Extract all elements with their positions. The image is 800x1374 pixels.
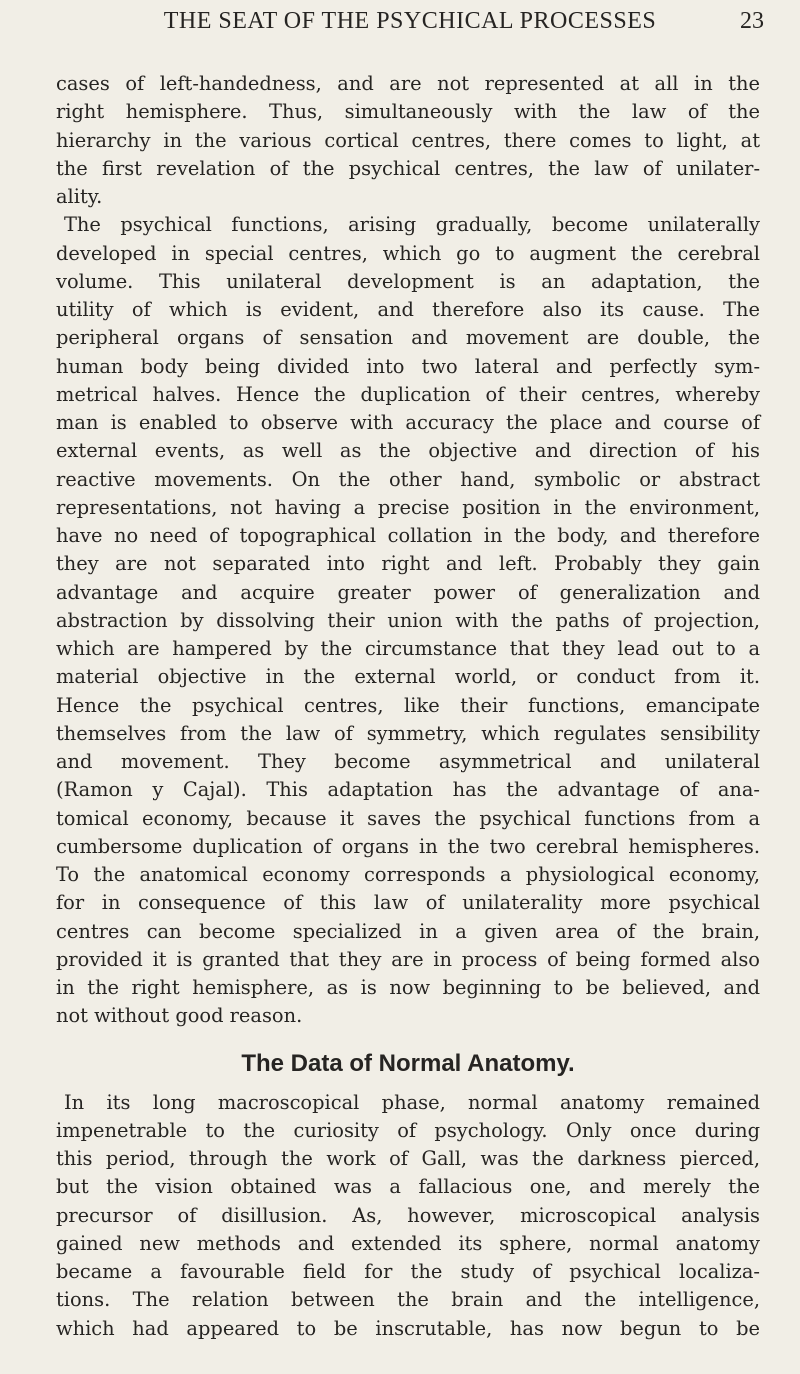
text-line: they are not separated into right and left. Probably they gain bbox=[56, 552, 760, 576]
text-line: right hemisphere. Thus, simultaneously with the law of the bbox=[56, 100, 760, 124]
text-line: which are hampered by the circumstance that they lead out to a bbox=[56, 637, 760, 660]
text-line: and movement. They become asymmetrical and unilateral bbox=[56, 750, 760, 773]
text-line: for in consequence of this law of unilaterality more psychical bbox=[56, 891, 760, 915]
text-line: themselves from the law of symmetry, which regulates sensibility bbox=[56, 721, 760, 745]
text-line: developed in special centres, which go to augment the cerebral bbox=[56, 241, 760, 265]
page-number: 23 bbox=[740, 8, 764, 34]
text-line: which had appeared to be inscrutable, has now begun to be bbox=[56, 1316, 760, 1340]
paragraph-1 bbox=[56, 70, 760, 211]
text-line: hierarchy in the various cortical centres, there comes to light, at bbox=[56, 128, 760, 152]
text-line: gained new methods and extended its sphere, normal anatomy bbox=[56, 1231, 760, 1255]
text-line: reactive movements. On the other hand, symbolic or abstract bbox=[56, 467, 760, 491]
section-heading: The Data of Normal Anatomy. bbox=[241, 1049, 575, 1077]
text-line: precursor of disillusion. As, however, microscopical analysis bbox=[56, 1203, 760, 1227]
body-text bbox=[56, 70, 760, 1343]
text-line: In its long macroscopical phase, normal anatomy remained bbox=[64, 1090, 760, 1114]
text-line: the first revelation of the psychical centres, the law of unilater- bbox=[56, 156, 760, 180]
text-line: tions. The relation between the brain and the intelligence, bbox=[56, 1288, 760, 1312]
text-line: this period, through the work of Gall, was the darkness pierced, bbox=[56, 1147, 760, 1170]
text-line: metrical halves. Hence the duplication of their centres, whereby bbox=[56, 382, 760, 406]
text-line: The psychical functions, arising gradually, become unilaterally bbox=[64, 213, 760, 237]
text-line: Hence the psychical centres, like their functions, emancipate bbox=[56, 693, 760, 717]
text-line: have no need of topographical collation in the body, and therefore bbox=[56, 524, 760, 547]
text-line: abstraction by dissolving their union with the paths of projection, bbox=[56, 608, 760, 632]
text-line: representations, not having a precise position in the environment, bbox=[56, 495, 760, 519]
text-line: provided it is granted that they are in process of being formed also bbox=[56, 947, 760, 971]
text-line: (Ramon y Cajal). This adaptation has the advantage of ana- bbox=[56, 778, 760, 802]
text-line: To the anatomical economy corresponds a physiological economy, bbox=[56, 863, 760, 886]
text-line: not without good reason. bbox=[56, 1004, 303, 1028]
paragraph-2 bbox=[56, 211, 760, 1030]
text-line: ality. bbox=[56, 185, 103, 208]
text-line: cumbersome duplication of organs in the two cerebral hemispheres. bbox=[56, 834, 760, 858]
text-line: material objective in the external world, or conduct from it. bbox=[56, 665, 760, 689]
text-line: but the vision obtained was a fallacious one, and merely the bbox=[56, 1175, 760, 1199]
text-line: cases of left-handedness, and are not represented at all in the bbox=[56, 72, 760, 95]
text-line: centres can become specialized in a given area of the brain, bbox=[56, 919, 760, 943]
text-line: in the right hemisphere, as is now beginning to be believed, and bbox=[56, 976, 760, 999]
text-line: peripheral organs of sensation and movement are double, the bbox=[56, 326, 760, 350]
text-line: external events, as well as the objective and direction of his bbox=[56, 439, 760, 463]
text-line: human body being divided into two lateral and perfectly sym- bbox=[56, 354, 760, 378]
text-line: volume. This unilateral development is an adaptation, the bbox=[56, 269, 760, 293]
text-line: advantage and acquire greater power of generalization and bbox=[56, 580, 760, 604]
running-head: THE SEAT OF THE PSYCHICAL PROCESSES bbox=[163, 8, 657, 34]
text-line: impenetrable to the curiosity of psychology. Only once during bbox=[56, 1118, 760, 1142]
text-line: became a favourable field for the study of psychical localiza- bbox=[56, 1260, 760, 1283]
paragraph-3 bbox=[56, 1089, 760, 1343]
text-line: tomical economy, because it saves the psychical functions from a bbox=[56, 806, 760, 830]
text-line: man is enabled to observe with accuracy the place and course of bbox=[56, 411, 760, 434]
text-line: utility of which is evident, and therefore also its cause. The bbox=[56, 298, 760, 321]
